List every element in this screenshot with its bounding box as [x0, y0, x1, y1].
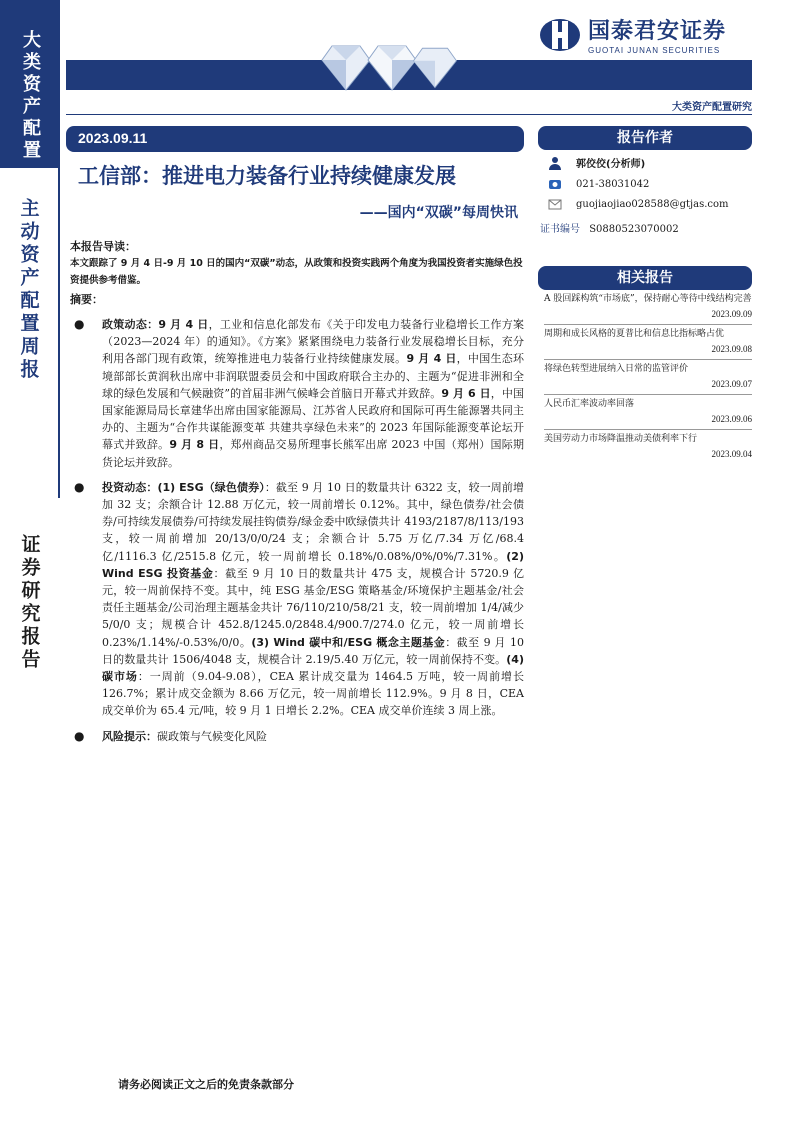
related-report-item[interactable] [544, 327, 752, 357]
report-category: 大类资产配置研究 [672, 102, 752, 113]
logo-mark-icon [538, 17, 582, 53]
bullet-dot-icon: ● [74, 728, 85, 743]
related-report-date: 2023.09.06 [711, 414, 752, 424]
report-title: 工信部：推进电力装备行业持续健康发展 [78, 164, 456, 188]
author-email-row [548, 197, 729, 211]
summary-bullet-policy [70, 316, 524, 471]
logo-text-cn: 国泰君安证券 [588, 19, 727, 44]
header-divider [66, 114, 752, 115]
bullet-text: 碳政策与气候变化风险 [157, 729, 267, 743]
related-divider [544, 394, 752, 395]
person-icon [548, 156, 562, 170]
sidebar-section-weekly [0, 168, 60, 498]
bullet-lead: 9 月 8 日 [169, 438, 220, 452]
related-report-item[interactable] [544, 362, 752, 392]
sidebar-label: 大类资产配置 [20, 30, 41, 162]
bullet-text: ，郑州商品交易所理事长熊军出席 2023 中国（郑州）国际期货论坛并致辞。 [102, 438, 524, 469]
bullet-dot-icon: ● [74, 479, 85, 494]
authors-heading: 报告作者 [538, 126, 752, 150]
author-phone-row [548, 177, 649, 191]
summary-bullet-investment [70, 479, 524, 720]
bullet-text: ，中国国家能源局局长章建华出席由国家能源局、江苏省人民政府和国际可再生能源署共同主办的、主题为“合作共谋能源变革 共建共享绿色未来”的 2023 年国际能源变革论坛开幕式并致辞。 [102, 386, 525, 452]
sidebar-label: 主动资产配置周报 [17, 198, 40, 382]
related-divider [544, 429, 752, 430]
bullet-text: ：截至 9 月 10 日的数量共计 475 支，规模合计 5720.9 亿元，较一周前保持不变。其中，纯 ESG 基金/ESG 策略基金/环境保护主题基金/社会责任主题基金/公司治理主题基金共计 76/110/210/58/21 支，较一周前增加 1/4/减少 5/0/0 支；规模合计 452.8/1245.0/2848.4/900.7/274.0 亿元，较一周前增长 0.23%/1.14%/-0.53%/0/0。 [102, 566, 525, 649]
bullet-text: ，工业和信息化部发布《关于印发电力装备行业稳增长工作方案（2023—2024 年）的通知》。《方案》紧紧围绕电力装备行业发展稳增长目标，充分利用各部门现有政策，统筹推进电力装备行业持续健康发展。 [102, 318, 525, 366]
bullet-lead: 政策动态：9 月 4 日 [102, 318, 209, 331]
bullet-text: ：截至 9 月 10 日的数量共计 1506/4048 支，规模合计 2.19/5.40 万亿元，较一周前保持不变。 [102, 635, 524, 666]
bullet-text: ：截至 9 月 10 日的数量共计 6322 支，较一周前增加 32 支；余额合计 12.88 万亿元，较一周前增长 0.12%。其中，绿色债券/社会债券/可持续发展债券/可持续发展挂钩债券/绿金委中欧绿债共计 4193/2187/8/113/193 支，较一周前增加 20/13/0/0/24 支；余额合计 5.75 万亿/7.34 万亿/68.4 亿/1116.3 亿/2515.8 亿元，较一周前增长 0.18%/0.08%/0%/0%/7.31%。 [102, 480, 524, 563]
related-report-item[interactable] [544, 432, 752, 462]
related-report-date: 2023.09.09 [711, 309, 752, 319]
author-name-row [548, 155, 645, 170]
sidebar-section-research [0, 498, 60, 1123]
phone-icon [548, 177, 562, 191]
bullet-dot-icon: ● [74, 317, 85, 331]
bullet-lead: 9 月 6 日 [441, 386, 491, 400]
bullet-lead: 投资动态：(1) ESG（绿色债券） [102, 480, 265, 494]
related-report-item[interactable] [544, 292, 752, 322]
related-report-title[interactable]: 美国劳动力市场降温推动美债利率下行 [544, 434, 698, 444]
mail-icon [548, 197, 562, 211]
author-email[interactable]: guojiaojiao028588@gtjas.com [576, 198, 729, 210]
sidebar-label: 证券研究报告 [18, 534, 41, 672]
related-reports-list [544, 292, 752, 463]
summary-bullets [70, 316, 524, 753]
related-report-title[interactable]: 周期和成长风格的夏普比和信息比指标略占优 [544, 329, 725, 339]
report-subtitle: ——国内“双碳”每周快讯 [359, 205, 518, 221]
author-phone: 021-38031042 [576, 178, 650, 190]
related-report-date: 2023.09.08 [711, 344, 752, 354]
bullet-text: ，中国生态环境部部长黄润秋出席中非润联盟委员会和中国政府联合主办的、主题为“促进非洲和全球的绿色发展和气候融资”的首届非洲气候峰会首脑日开幕式并致辞。 [102, 352, 525, 400]
bullet-lead: (3) Wind 碳中和/ESG 概念主题基金 [251, 635, 446, 649]
logo-text-en: GUOTAI JUNAN SECURITIES [588, 46, 721, 55]
related-report-title[interactable]: 人民币汇率波动率回落 [544, 399, 635, 409]
author-name: 郭佼佼(分析师) [576, 159, 646, 170]
certificate-number: S0880523070002 [589, 224, 679, 235]
report-date: 2023.09.11 [66, 126, 524, 152]
disclaimer-footer: 请务必阅读正文之后的免责条款部分 [118, 1078, 294, 1091]
related-report-title[interactable]: 将绿色转型进展纳入日常的监管评价 [544, 364, 689, 374]
bullet-text: ：一周前（9.04-9.08），CEA 累计成交量为 1464.5 万吨，较一周前增长 126.7%；累计成交金额为 8.66 万亿元，较一周前增长 112.9%。9 月 8 日，CEA 成交单价为 65.4 元/吨，较 9 月 1 日增长 2.2%。CEA 成交单价连续 3 周上涨。 [102, 670, 525, 718]
bullet-lead: (2) Wind ESG 投资基金 [102, 549, 524, 580]
related-report-date: 2023.09.04 [711, 449, 752, 459]
guide-body: 本文跟踪了 9 月 4 日-9 月 10 日的国内“双碳”动态，从政策和投资实践两个角度为我国投资者实施绿色投资提供参考借鉴。 [70, 258, 523, 286]
related-report-date: 2023.09.07 [711, 379, 752, 389]
bullet-lead: (4) 碳市场 [102, 652, 524, 684]
certificate-row [540, 220, 679, 235]
related-heading: 相关报告 [538, 266, 752, 290]
sidebar-section-asset-allocation [0, 0, 60, 168]
related-report-title[interactable]: A 股回踩构筑“市场底”，保持耐心等待中线结构完善 [544, 294, 752, 304]
related-report-item[interactable] [544, 397, 752, 427]
diamond-icon [410, 42, 460, 92]
left-sidebar [0, 0, 60, 1123]
related-divider [544, 324, 752, 325]
guide-heading: 本报告导读： [70, 240, 136, 253]
related-divider [544, 359, 752, 360]
bullet-lead: 9 月 4 日 [406, 352, 457, 366]
report-guide [70, 238, 524, 308]
bullet-lead: 风险提示： [102, 729, 157, 743]
certificate-label: 证书编号 [540, 224, 580, 235]
company-logo [538, 14, 726, 55]
summary-bullet-risk [70, 728, 524, 745]
summary-label: 摘要： [70, 293, 103, 306]
